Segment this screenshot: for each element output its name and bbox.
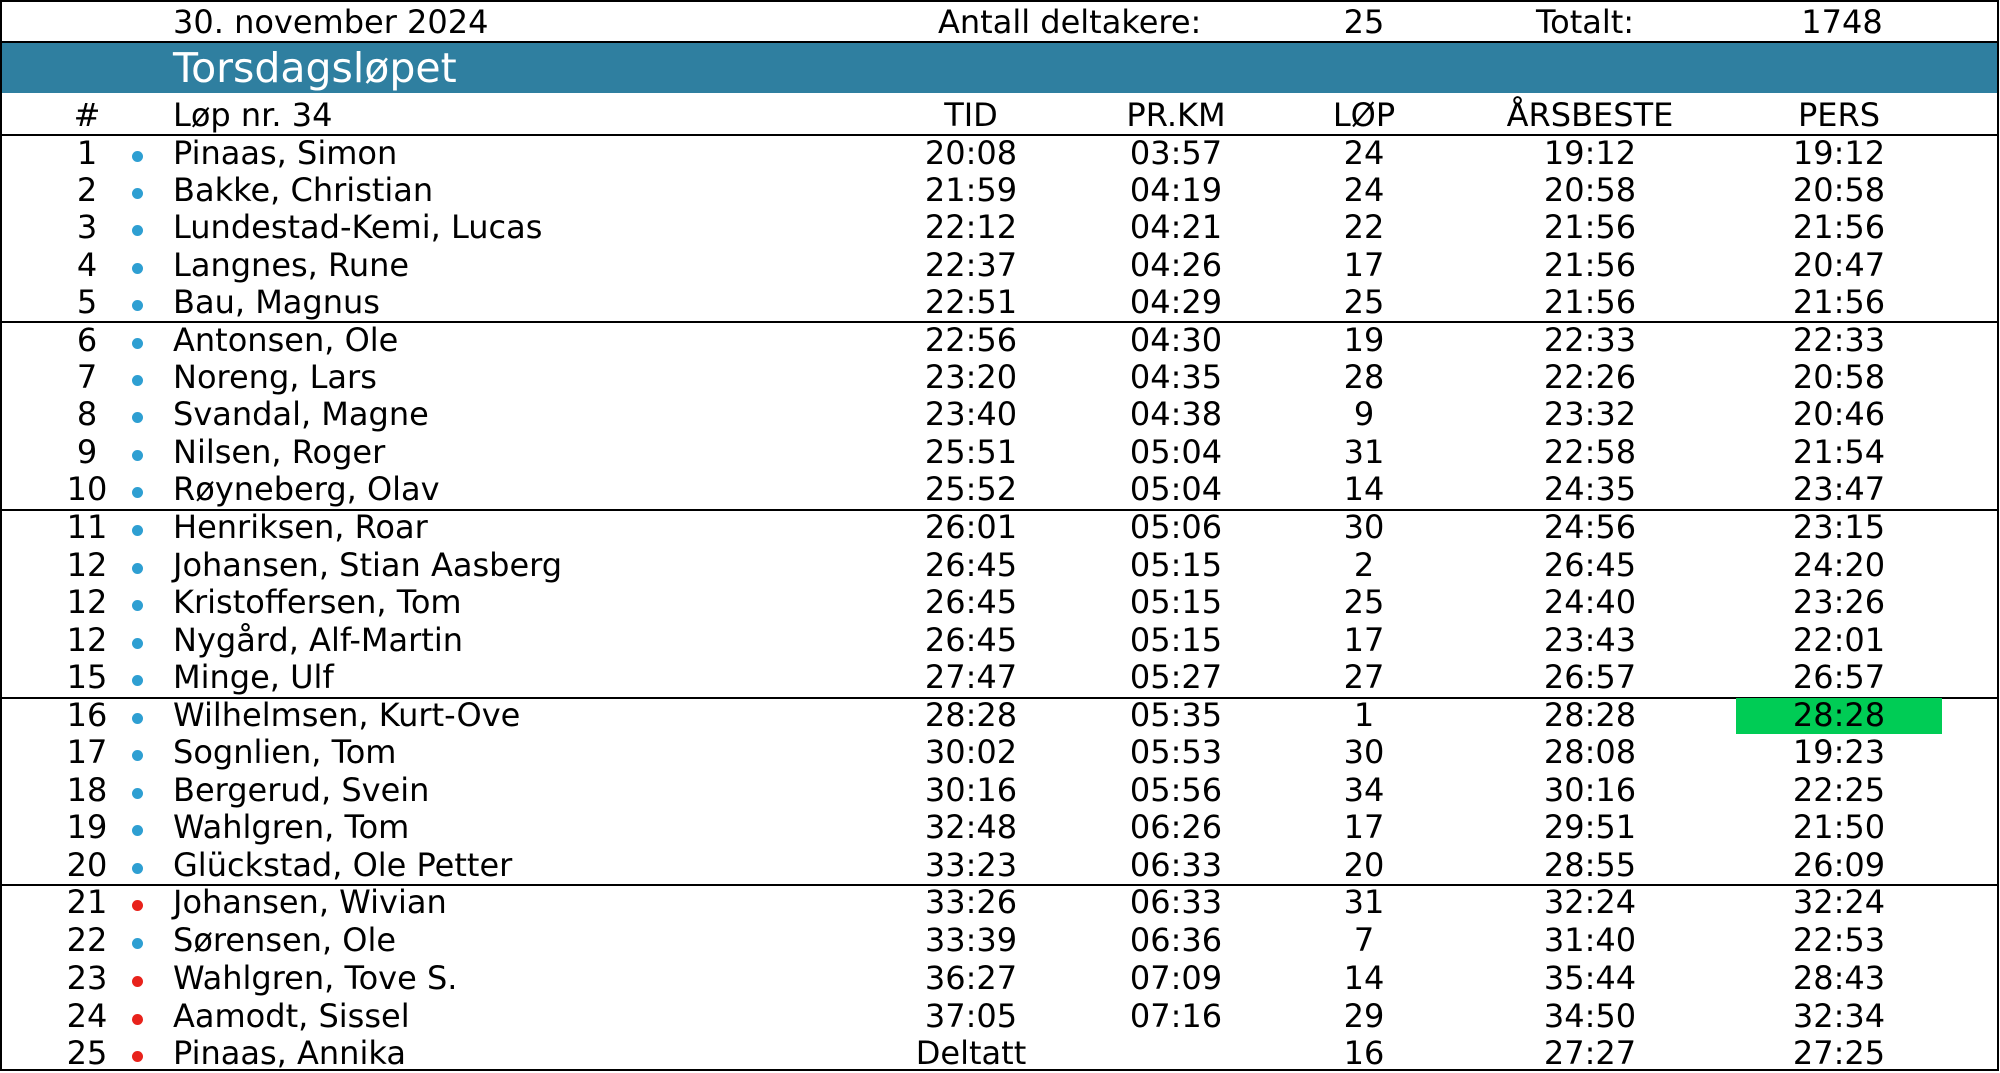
season-best-cell: 29:51 xyxy=(1543,808,1637,846)
name-cell: Aamodt, Sissel xyxy=(173,997,410,1035)
time-cell: 37:05 xyxy=(924,997,1018,1035)
personal-best-cell: 20:58 xyxy=(1792,358,1886,396)
runs-cell: 17 xyxy=(1343,621,1385,659)
pace-cell: 06:33 xyxy=(1129,883,1223,921)
total-count: 1748 xyxy=(1801,3,1883,41)
runs-cell: 25 xyxy=(1343,283,1385,321)
header-time: TID xyxy=(944,96,998,134)
runs-cell: 14 xyxy=(1343,959,1385,997)
name-cell: Johansen, Wivian xyxy=(173,883,447,921)
header-runs: LØP xyxy=(1332,96,1396,134)
name-cell: Pinaas, Annika xyxy=(173,1034,406,1072)
rank-cell: 5 xyxy=(76,283,98,321)
name-cell: Antonsen, Ole xyxy=(173,321,399,359)
name-cell: Røyneberg, Olav xyxy=(173,470,440,508)
rank-cell: 2 xyxy=(76,171,98,209)
rank-cell: 3 xyxy=(76,208,98,246)
time-cell: 26:45 xyxy=(924,583,1018,621)
season-best-cell: 22:26 xyxy=(1543,358,1637,396)
pace-cell: 06:26 xyxy=(1129,808,1223,846)
runs-cell: 28 xyxy=(1343,358,1385,396)
season-best-cell: 22:58 xyxy=(1543,433,1637,471)
name-cell: Lundestad-Kemi, Lucas xyxy=(173,208,543,246)
season-best-cell: 21:56 xyxy=(1543,208,1637,246)
red-dot-icon xyxy=(132,900,143,911)
season-best-cell: 35:44 xyxy=(1543,959,1637,997)
header-personal-best: PERS xyxy=(1797,96,1881,134)
runs-cell: 1 xyxy=(1353,696,1375,734)
title-bar xyxy=(2,43,1997,93)
time-cell: 20:08 xyxy=(924,134,1018,172)
time-cell: 27:47 xyxy=(924,658,1018,696)
time-cell: 33:26 xyxy=(924,883,1018,921)
blue-dot-icon xyxy=(132,863,143,874)
personal-best-cell: 21:56 xyxy=(1792,283,1886,321)
personal-best-cell: 28:43 xyxy=(1792,959,1886,997)
rank-cell: 8 xyxy=(76,395,98,433)
blue-dot-icon xyxy=(132,412,143,423)
time-cell: 22:12 xyxy=(924,208,1018,246)
pace-cell: 05:15 xyxy=(1129,621,1223,659)
blue-dot-icon xyxy=(132,563,143,574)
page-title: Torsdagsløpet xyxy=(173,44,457,92)
name-cell: Minge, Ulf xyxy=(173,658,334,696)
season-best-cell: 19:12 xyxy=(1543,134,1637,172)
personal-best-cell: 23:26 xyxy=(1792,583,1886,621)
personal-best-cell: 22:25 xyxy=(1792,771,1886,809)
blue-dot-icon xyxy=(132,788,143,799)
time-cell: 23:40 xyxy=(924,395,1018,433)
runs-cell: 31 xyxy=(1343,883,1385,921)
time-cell: 25:51 xyxy=(924,433,1018,471)
runs-cell: 24 xyxy=(1343,134,1385,172)
rank-cell: 9 xyxy=(76,433,98,471)
season-best-cell: 20:58 xyxy=(1543,171,1637,209)
season-best-cell: 24:40 xyxy=(1543,583,1637,621)
runs-cell: 25 xyxy=(1343,583,1385,621)
time-cell: 28:28 xyxy=(924,696,1018,734)
runs-cell: 22 xyxy=(1343,208,1385,246)
red-dot-icon xyxy=(132,1051,143,1062)
pace-cell: 05:04 xyxy=(1129,470,1223,508)
personal-best-cell: 20:46 xyxy=(1792,395,1886,433)
name-cell: Bergerud, Svein xyxy=(173,771,430,809)
name-cell: Wilhelmsen, Kurt-Ove xyxy=(173,696,521,734)
time-cell: 36:27 xyxy=(924,959,1018,997)
blue-dot-icon xyxy=(132,675,143,686)
runs-cell: 29 xyxy=(1343,997,1385,1035)
personal-best-cell: 32:34 xyxy=(1792,997,1886,1035)
pace-cell: 04:30 xyxy=(1129,321,1223,359)
rank-cell: 17 xyxy=(66,733,108,771)
name-cell: Langnes, Rune xyxy=(173,246,410,284)
pace-cell: 04:19 xyxy=(1129,171,1223,209)
season-best-cell: 28:08 xyxy=(1543,733,1637,771)
time-cell: 33:39 xyxy=(924,921,1018,959)
blue-dot-icon xyxy=(132,713,143,724)
season-best-cell: 28:55 xyxy=(1543,846,1637,884)
personal-best-cell: 21:50 xyxy=(1792,808,1886,846)
red-dot-icon xyxy=(132,976,143,987)
time-cell: 25:52 xyxy=(924,470,1018,508)
runs-cell: 17 xyxy=(1343,246,1385,284)
name-cell: Wahlgren, Tove S. xyxy=(173,959,458,997)
name-cell: Bakke, Christian xyxy=(173,171,434,209)
personal-best-cell: 19:23 xyxy=(1792,733,1886,771)
total-label: Totalt: xyxy=(1536,3,1635,41)
name-cell: Svandal, Magne xyxy=(173,395,429,433)
season-best-cell: 30:16 xyxy=(1543,771,1637,809)
season-best-cell: 21:56 xyxy=(1543,246,1637,284)
runs-cell: 27 xyxy=(1343,658,1385,696)
rank-cell: 1 xyxy=(76,134,98,172)
season-best-cell: 22:33 xyxy=(1543,321,1637,359)
name-cell: Nilsen, Roger xyxy=(173,433,386,471)
rank-cell: 25 xyxy=(66,1034,108,1072)
personal-best-cell: 28:28 xyxy=(1792,696,1886,734)
pace-cell: 05:06 xyxy=(1129,508,1223,546)
participants-count: 25 xyxy=(1343,3,1385,41)
personal-best-cell: 22:01 xyxy=(1792,621,1886,659)
blue-dot-icon xyxy=(132,263,143,274)
blue-dot-icon xyxy=(132,938,143,949)
personal-best-cell: 24:20 xyxy=(1792,546,1886,584)
time-cell: 26:45 xyxy=(924,546,1018,584)
time-cell: 26:45 xyxy=(924,621,1018,659)
pace-cell: 05:15 xyxy=(1129,583,1223,621)
time-cell: 22:37 xyxy=(924,246,1018,284)
blue-dot-icon xyxy=(132,375,143,386)
season-best-cell: 26:45 xyxy=(1543,546,1637,584)
personal-best-cell: 22:33 xyxy=(1792,321,1886,359)
name-cell: Kristoffersen, Tom xyxy=(173,583,462,621)
pace-cell: 04:35 xyxy=(1129,358,1223,396)
personal-best-cell: 20:47 xyxy=(1792,246,1886,284)
runs-cell: 17 xyxy=(1343,808,1385,846)
race-date: 30. november 2024 xyxy=(173,3,489,41)
pace-cell: 04:29 xyxy=(1129,283,1223,321)
pace-cell: 05:04 xyxy=(1129,433,1223,471)
header-season-best: ÅRSBESTE xyxy=(1506,96,1674,134)
blue-dot-icon xyxy=(132,600,143,611)
blue-dot-icon xyxy=(132,525,143,536)
rank-cell: 6 xyxy=(76,321,98,359)
blue-dot-icon xyxy=(132,750,143,761)
personal-best-cell: 23:15 xyxy=(1792,508,1886,546)
blue-dot-icon xyxy=(132,825,143,836)
pace-cell: 04:26 xyxy=(1129,246,1223,284)
personal-best-cell: 19:12 xyxy=(1792,134,1886,172)
rank-cell: 18 xyxy=(66,771,108,809)
runs-cell: 24 xyxy=(1343,171,1385,209)
personal-best-cell: 22:53 xyxy=(1792,921,1886,959)
blue-dot-icon xyxy=(132,188,143,199)
runs-cell: 2 xyxy=(1353,546,1375,584)
rank-cell: 16 xyxy=(66,696,108,734)
name-cell: Pinaas, Simon xyxy=(173,134,398,172)
blue-dot-icon xyxy=(132,638,143,649)
rank-cell: 12 xyxy=(66,546,108,584)
divider xyxy=(2,41,1997,43)
rank-cell: 19 xyxy=(66,808,108,846)
pace-cell: 04:38 xyxy=(1129,395,1223,433)
pace-cell: 05:15 xyxy=(1129,546,1223,584)
rank-cell: 11 xyxy=(66,508,108,546)
season-best-cell: 28:28 xyxy=(1543,696,1637,734)
name-cell: Bau, Magnus xyxy=(173,283,380,321)
rank-cell: 21 xyxy=(66,883,108,921)
time-cell: 23:20 xyxy=(924,358,1018,396)
pace-cell: 05:56 xyxy=(1129,771,1223,809)
rank-cell: 12 xyxy=(66,621,108,659)
time-cell: 30:16 xyxy=(924,771,1018,809)
pace-cell: 06:33 xyxy=(1129,846,1223,884)
pace-cell: 05:53 xyxy=(1129,733,1223,771)
blue-dot-icon xyxy=(132,487,143,498)
rank-cell: 12 xyxy=(66,583,108,621)
name-cell: Sognlien, Tom xyxy=(173,733,397,771)
rank-cell: 10 xyxy=(66,470,108,508)
personal-best-cell: 20:58 xyxy=(1792,171,1886,209)
pace-cell: 07:16 xyxy=(1129,997,1223,1035)
pace-cell: 04:21 xyxy=(1129,208,1223,246)
header-rank: # xyxy=(73,96,101,134)
runs-cell: 14 xyxy=(1343,470,1385,508)
time-cell: 26:01 xyxy=(924,508,1018,546)
time-cell: 33:23 xyxy=(924,846,1018,884)
personal-best-cell: 26:09 xyxy=(1792,846,1886,884)
personal-best-cell: 27:25 xyxy=(1792,1034,1886,1072)
rank-cell: 22 xyxy=(66,921,108,959)
time-cell: 21:59 xyxy=(924,171,1018,209)
runs-cell: 34 xyxy=(1343,771,1385,809)
pace-cell: 07:09 xyxy=(1129,959,1223,997)
season-best-cell: 26:57 xyxy=(1543,658,1637,696)
season-best-cell: 24:56 xyxy=(1543,508,1637,546)
time-cell: 22:51 xyxy=(924,283,1018,321)
runs-cell: 9 xyxy=(1353,395,1375,433)
blue-dot-icon xyxy=(132,225,143,236)
pace-cell: 03:57 xyxy=(1129,134,1223,172)
name-cell: Nygård, Alf-Martin xyxy=(173,621,463,659)
time-cell: 22:56 xyxy=(924,321,1018,359)
personal-best-cell: 26:57 xyxy=(1792,658,1886,696)
season-best-cell: 23:43 xyxy=(1543,621,1637,659)
runs-cell: 7 xyxy=(1353,921,1375,959)
time-cell: 30:02 xyxy=(924,733,1018,771)
rank-cell: 23 xyxy=(66,959,108,997)
name-cell: Wahlgren, Tom xyxy=(173,808,410,846)
season-best-cell: 27:27 xyxy=(1543,1034,1637,1072)
rank-cell: 4 xyxy=(76,246,98,284)
personal-best-cell: 21:54 xyxy=(1792,433,1886,471)
header-per-km: PR.KM xyxy=(1126,96,1226,134)
rank-cell: 24 xyxy=(66,997,108,1035)
rank-cell: 20 xyxy=(66,846,108,884)
time-cell: 32:48 xyxy=(924,808,1018,846)
season-best-cell: 23:32 xyxy=(1543,395,1637,433)
red-dot-icon xyxy=(132,1014,143,1025)
rank-cell: 7 xyxy=(76,358,98,396)
participants-label: Antall deltakere: xyxy=(938,3,1202,41)
blue-dot-icon xyxy=(132,151,143,162)
name-cell: Noreng, Lars xyxy=(173,358,377,396)
season-best-cell: 21:56 xyxy=(1543,283,1637,321)
season-best-cell: 31:40 xyxy=(1543,921,1637,959)
name-cell: Sørensen, Ole xyxy=(173,921,397,959)
runs-cell: 19 xyxy=(1343,321,1385,359)
name-cell: Johansen, Stian Aasberg xyxy=(173,546,563,584)
season-best-cell: 24:35 xyxy=(1543,470,1637,508)
time-cell: Deltatt xyxy=(915,1034,1027,1072)
runs-cell: 30 xyxy=(1343,508,1385,546)
runs-cell: 31 xyxy=(1343,433,1385,471)
personal-best-cell: 21:56 xyxy=(1792,208,1886,246)
header-race: Løp nr. 34 xyxy=(173,96,333,134)
blue-dot-icon xyxy=(132,450,143,461)
season-best-cell: 32:24 xyxy=(1543,883,1637,921)
personal-best-cell: 23:47 xyxy=(1792,470,1886,508)
pace-cell: 06:36 xyxy=(1129,921,1223,959)
runs-cell: 30 xyxy=(1343,733,1385,771)
blue-dot-icon xyxy=(132,338,143,349)
pace-cell: 05:35 xyxy=(1129,696,1223,734)
runs-cell: 16 xyxy=(1343,1034,1385,1072)
name-cell: Glückstad, Ole Petter xyxy=(173,846,513,884)
rank-cell: 15 xyxy=(66,658,108,696)
runs-cell: 20 xyxy=(1343,846,1385,884)
name-cell: Henriksen, Roar xyxy=(173,508,428,546)
season-best-cell: 34:50 xyxy=(1543,997,1637,1035)
personal-best-cell: 32:24 xyxy=(1792,883,1886,921)
blue-dot-icon xyxy=(132,300,143,311)
pace-cell: 05:27 xyxy=(1129,658,1223,696)
